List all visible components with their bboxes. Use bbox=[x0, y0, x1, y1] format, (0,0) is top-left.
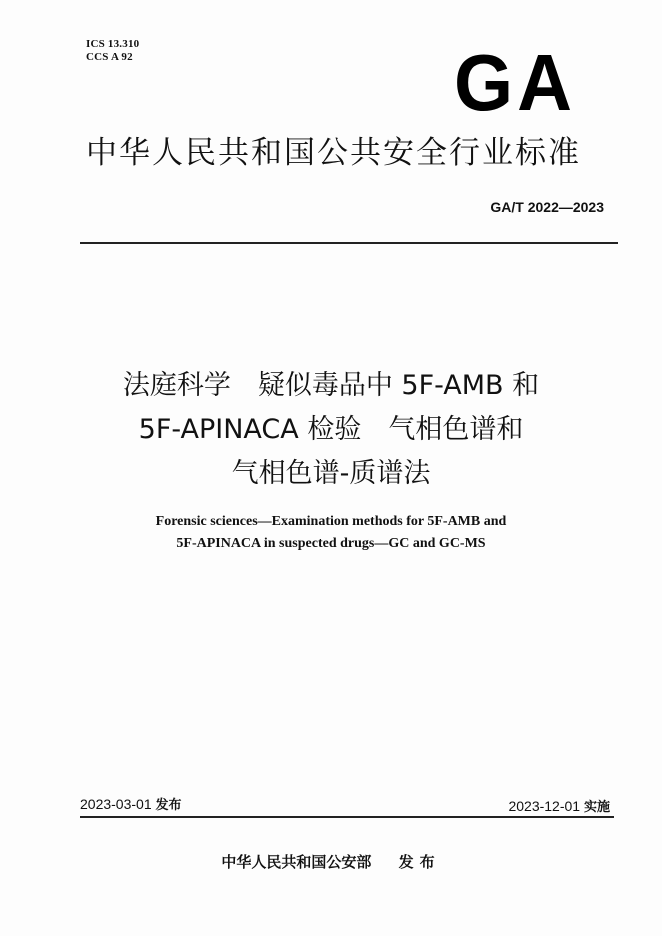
ics-code: ICS 13.310 bbox=[86, 38, 140, 50]
effective-date-block bbox=[508, 796, 610, 815]
publish-label: 发布 bbox=[155, 798, 182, 813]
top-divider bbox=[80, 242, 618, 244]
publisher-line bbox=[0, 851, 662, 872]
publish-date: 2023-03-01 bbox=[80, 796, 152, 812]
effective-date: 2023-12-01 bbox=[508, 798, 581, 814]
standard-category-title: 中华人民共和国公共安全行业标准 bbox=[86, 135, 581, 171]
chinese-title-line-3: 气相色谱-质谱法 bbox=[231, 458, 431, 489]
publish-date-block bbox=[80, 794, 182, 813]
english-title-line-2: 5F-APINACA in suspected drugs—GC and GC-MS bbox=[176, 536, 486, 551]
bottom-divider bbox=[80, 816, 614, 818]
standard-number: GA/T 2022—2023 bbox=[490, 199, 604, 215]
effective-label: 实施 bbox=[583, 800, 610, 815]
chinese-title-line-2: 5F-APINACA 检验 气相色谱和 bbox=[138, 414, 524, 445]
english-title bbox=[0, 511, 662, 555]
ga-logo: GA bbox=[454, 38, 576, 128]
classification-codes bbox=[86, 38, 139, 64]
issue-label: 发布 bbox=[398, 853, 441, 871]
english-title-line-1: Forensic sciences—Examination methods for 5F-AMB and bbox=[155, 514, 507, 529]
chinese-title bbox=[0, 364, 662, 496]
ccs-code: CCS A 92 bbox=[86, 51, 133, 63]
publisher-name: 中华人民共和国公安部 bbox=[221, 853, 372, 871]
chinese-title-line-1: 法庭科学 疑似毒品中 5F-AMB 和 bbox=[122, 370, 540, 401]
